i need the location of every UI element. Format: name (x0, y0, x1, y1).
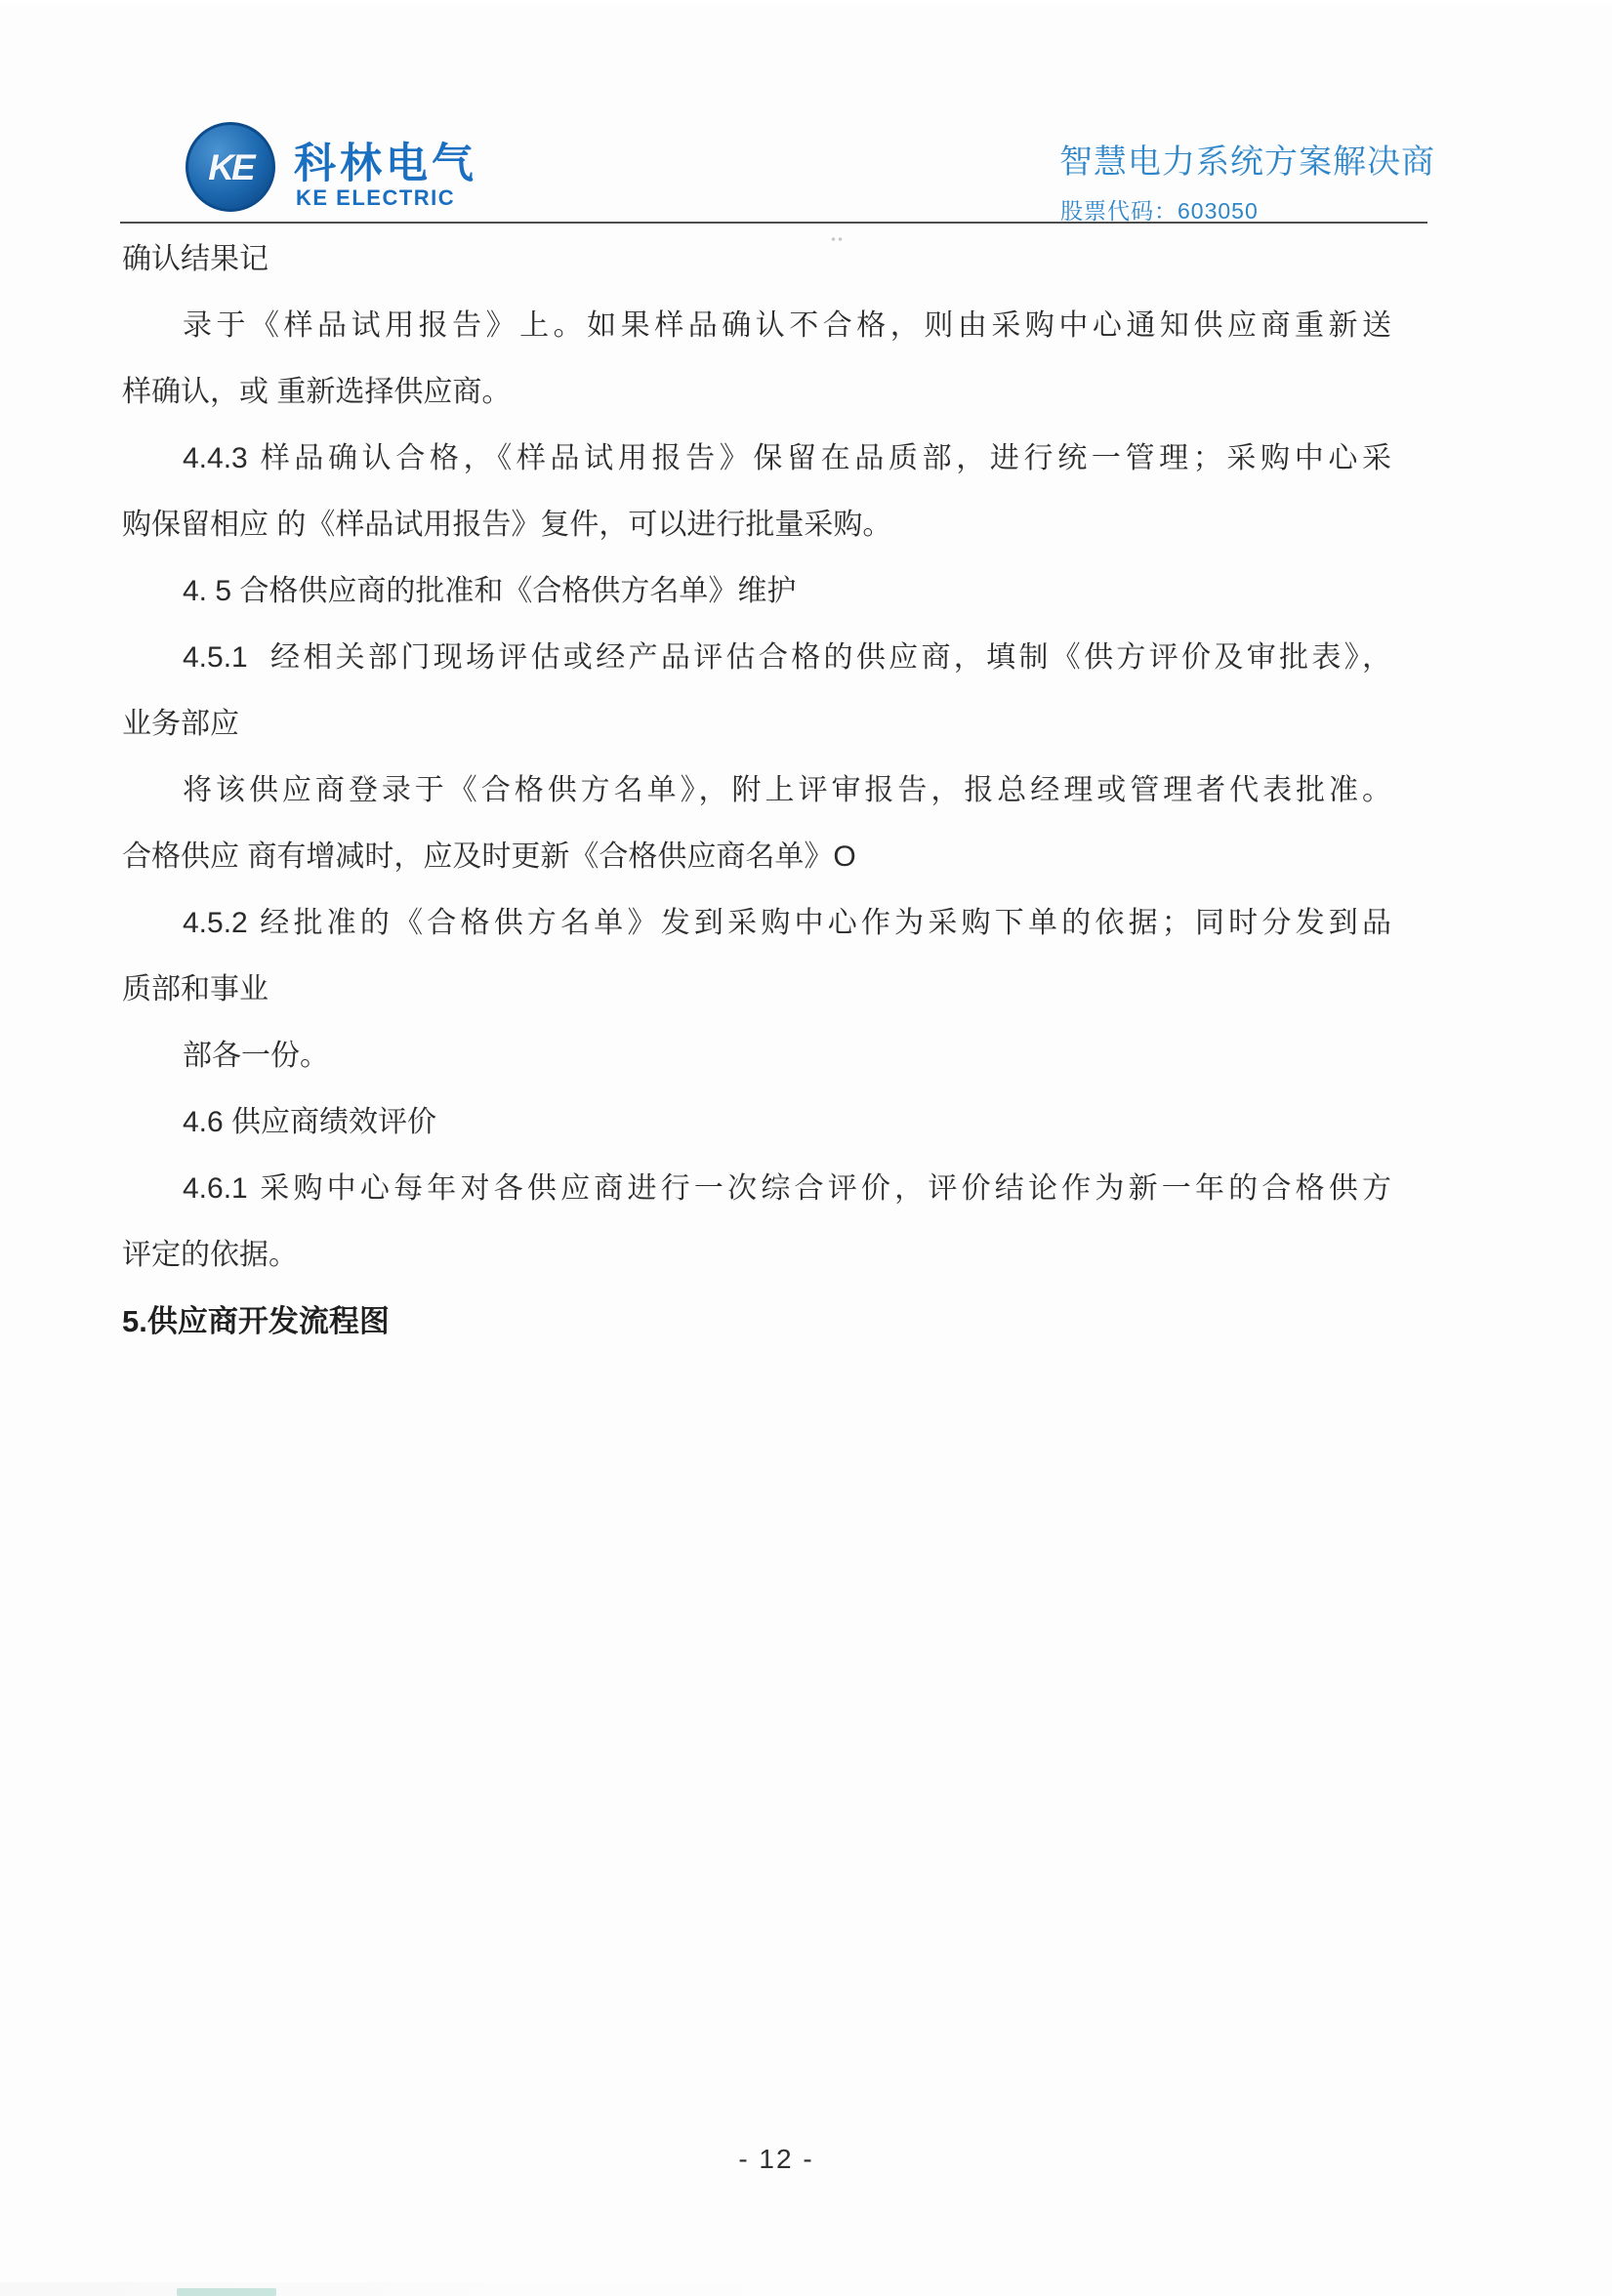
text-line: 购保留相应 的《样品试用报告》复件，可以进行批量采购。 (122, 509, 892, 541)
scan-color-strip (177, 2288, 276, 2296)
text-line: 质部和事业 (122, 973, 269, 1005)
text-line: 样确认，或 重新选择供应商。 (122, 376, 512, 408)
page-number: - 12 - (738, 2144, 814, 2174)
text-line: 4.5.2 经批准的《合格供方名单》发到采购中心作为采购下单的依据；同时分发到品 (183, 907, 1391, 939)
stock-code: 股票代码：603050 (1060, 198, 1259, 224)
scan-smudge (0, 2282, 879, 2296)
text-line: 录于《样品试用报告》上。如果样品确认不合格，则由采购中心通知供应商重新送 (183, 309, 1391, 342)
text-line: 4.4.3 样品确认合格，《样品试用报告》保留在品质部，进行统一管理；采购中心采 (183, 442, 1391, 474)
text-line: 部各一份。 (183, 1040, 329, 1072)
document-body (122, 226, 1391, 1355)
header-divider (120, 222, 1427, 224)
text-line: 5.供应商开发流程图 (122, 1304, 390, 1338)
company-slogan: 智慧电力系统方案解决商 (1059, 144, 1435, 181)
text-line: 4.5.1 经相关部门现场评估或经产品评估合格的供应商，填制《供方评价及审批表》， (183, 641, 1391, 674)
page-header (0, 0, 1612, 226)
text-line: 合格供应 商有增减时，应及时更新《合格供应商名单》O (122, 840, 856, 873)
text-line: 确认结果记 (122, 243, 269, 275)
text-line: 4. 5 合格供应商的批准和《合格供方名单》维护 (183, 575, 797, 607)
text-line: 将该供应商登录于《合格供方名单》，附上评审报告，报总经理或管理者代表批准。 (183, 774, 1391, 806)
text-line: 4.6.1 采购中心每年对各供应商进行一次综合评价，评价结论作为新一年的合格供方 (183, 1172, 1391, 1205)
company-name-en: KE ELECTRIC (296, 185, 456, 210)
company-logo-icon (186, 122, 275, 212)
text-line: 业务部应 (122, 708, 239, 740)
text-line: 4.6 供应商绩效评价 (183, 1106, 437, 1138)
text-line: 评定的依据。 (122, 1239, 298, 1271)
logo-symbol: KE (208, 146, 253, 187)
company-name-cn: 科林电气 (294, 141, 477, 187)
